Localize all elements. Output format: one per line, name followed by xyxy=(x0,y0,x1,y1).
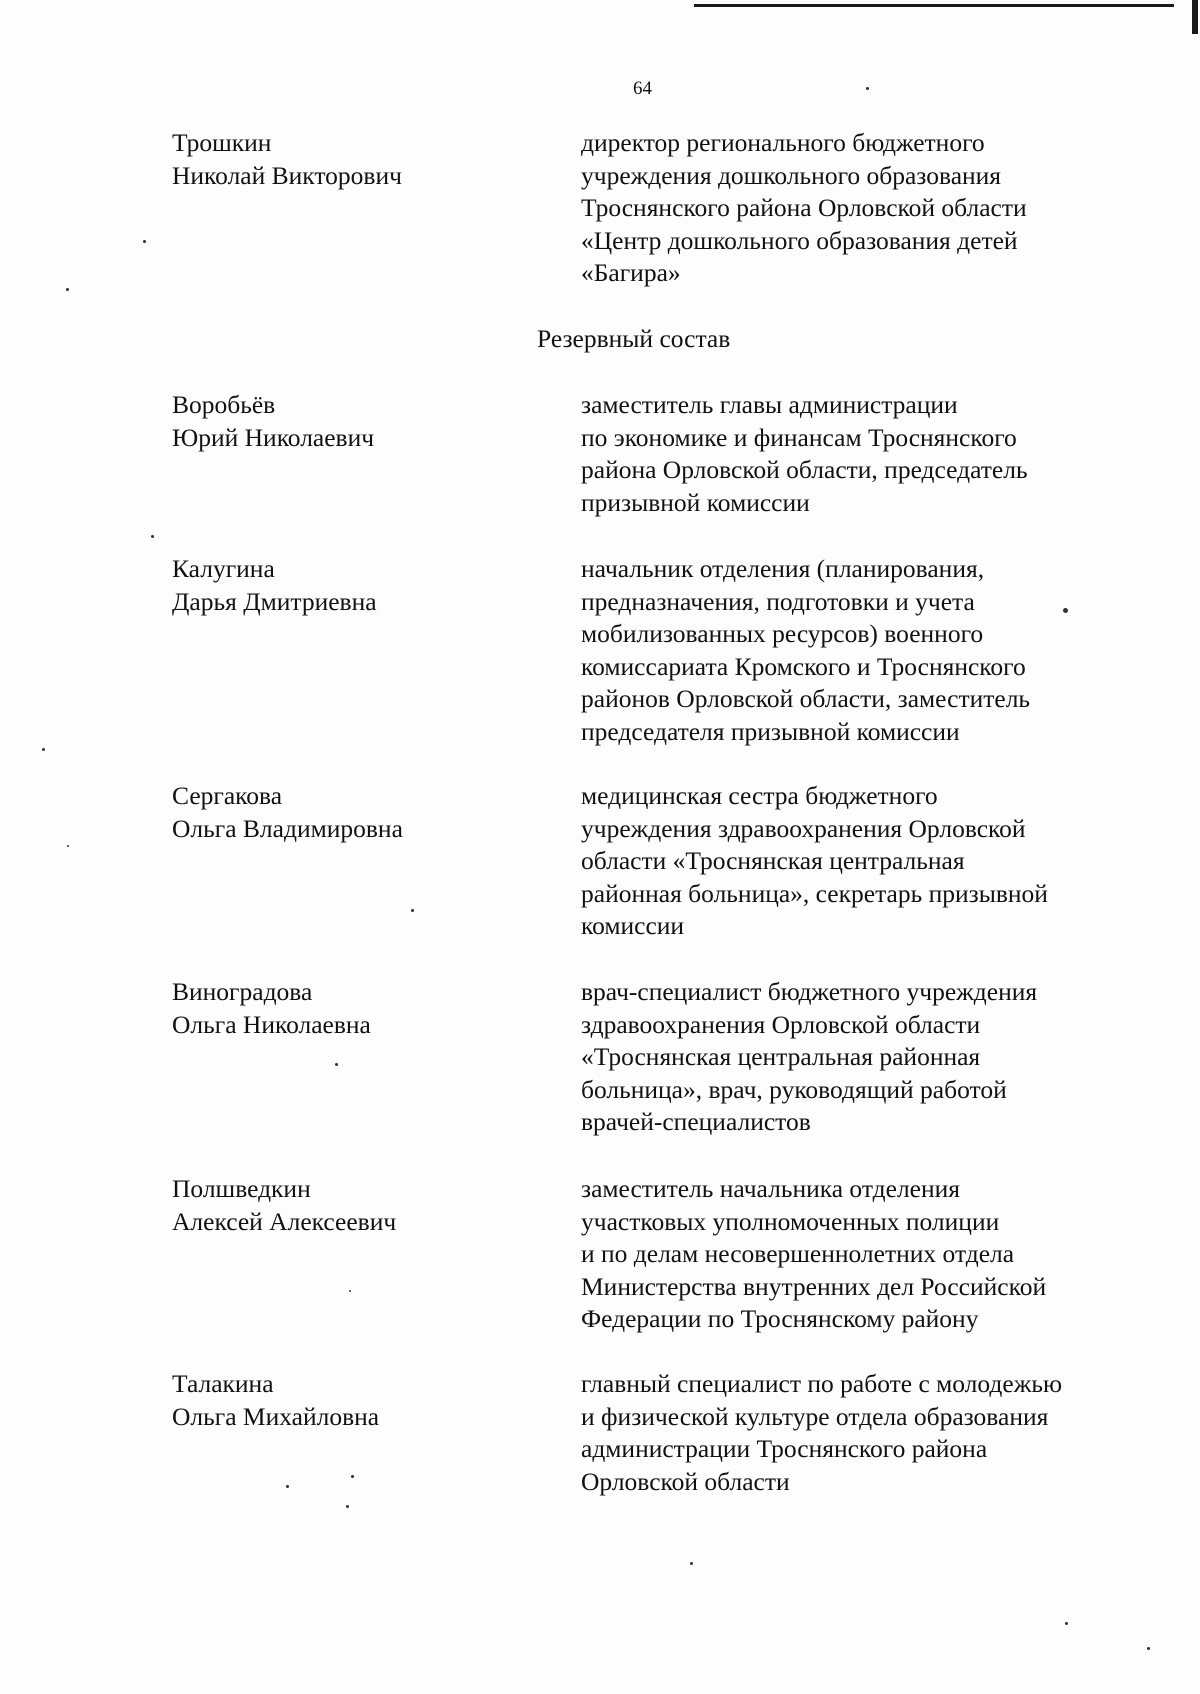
member-position xyxy=(581,1368,1141,1498)
member-name xyxy=(172,976,502,1041)
position-line: «Троснянская центральная районная xyxy=(581,1042,981,1071)
position-line: Орловской области xyxy=(581,1466,790,1496)
scan-speck xyxy=(42,748,45,751)
position-line: комиссариата Кромского и Троснянского xyxy=(581,651,1026,681)
member-position xyxy=(581,553,1141,748)
position-line: района Орловской области, председатель xyxy=(581,455,1028,484)
member-name xyxy=(172,1173,502,1238)
scan-speck xyxy=(346,1505,349,1508)
member-position xyxy=(581,976,1141,1139)
scan-speck xyxy=(1147,1647,1150,1650)
position-line: комиссии xyxy=(581,911,685,940)
position-line: медицинская сестра бюджетного xyxy=(581,781,938,810)
scan-speck xyxy=(67,845,69,847)
member-given-name: Юрий Николаевич xyxy=(172,422,375,452)
position-line: врачей-специалистов xyxy=(581,1107,811,1136)
scan-speck xyxy=(411,909,414,912)
scan-edge-mark xyxy=(1192,0,1198,34)
scan-speck xyxy=(1065,1622,1068,1625)
member-given-name: Ольга Михайловна xyxy=(172,1401,380,1431)
position-line: учреждения здравоохранения Орловской xyxy=(581,813,1026,843)
member-surname: Калугина xyxy=(172,554,275,583)
member-position xyxy=(581,389,1141,519)
position-line: по экономике и финансам Троснянского xyxy=(581,422,1017,452)
position-line: и физической культуре отдела образования xyxy=(581,1401,1049,1431)
position-line: мобилизованных ресурсов) военного xyxy=(581,619,984,648)
page-number: 64 xyxy=(633,78,652,99)
member-given-name: Дарья Дмитриевна xyxy=(172,586,377,616)
position-line: заместитель начальника отделения xyxy=(581,1174,961,1203)
scan-speck xyxy=(151,535,154,538)
scan-speck xyxy=(351,1475,354,1478)
scan-speck xyxy=(690,1562,693,1565)
position-line: Министерства внутренних дел Российской xyxy=(581,1271,1047,1301)
position-line: заместитель главы администрации xyxy=(581,390,958,419)
scan-speck xyxy=(349,1290,351,1292)
position-line: главный специалист по работе с молодежью xyxy=(581,1369,1063,1398)
position-line: больница», врач, руководящий работой xyxy=(581,1074,1007,1104)
scan-speck xyxy=(143,240,146,243)
member-surname: Талакина xyxy=(172,1369,274,1398)
scan-speck xyxy=(286,1485,289,1488)
member-surname: Трошкин xyxy=(172,128,272,157)
member-name xyxy=(172,780,502,845)
position-line: участковых уполномоченных полиции xyxy=(581,1206,1000,1236)
position-line: Троснянского района Орловской области xyxy=(581,193,1027,222)
member-given-name: Ольга Владимировна xyxy=(172,813,403,843)
member-surname: Виноградова xyxy=(172,977,313,1006)
position-line: «Багира» xyxy=(581,258,681,287)
member-name xyxy=(172,389,502,454)
member-given-name: Алексей Алексеевич xyxy=(172,1206,397,1236)
position-line: директор регионального бюджетного xyxy=(581,128,985,157)
position-line: предназначения, подготовки и учета xyxy=(581,586,975,616)
position-line: районов Орловской области, заместитель xyxy=(581,684,1031,713)
member-surname: Воробьёв xyxy=(172,390,276,419)
member-position xyxy=(581,1173,1141,1336)
position-line: призывной комиссии xyxy=(581,487,810,517)
position-line: области «Троснянская центральная xyxy=(581,846,965,875)
position-line: председателя призывной комиссии xyxy=(581,716,960,746)
position-line: и по делам несовершеннолетних отдела xyxy=(581,1239,1015,1268)
position-line: учреждения дошкольного образования xyxy=(581,160,1002,190)
member-position xyxy=(581,127,1141,290)
member-name xyxy=(172,1368,502,1433)
top-border-line xyxy=(694,4,1174,7)
scan-speck xyxy=(866,87,869,90)
member-name xyxy=(172,553,502,618)
member-surname: Сергакова xyxy=(172,781,283,810)
member-given-name: Николай Викторович xyxy=(172,160,402,190)
scan-speck xyxy=(335,1063,338,1066)
scan-speck xyxy=(1063,608,1068,613)
position-line: здравоохранения Орловской области xyxy=(581,1009,981,1039)
member-position xyxy=(581,780,1141,943)
position-line: начальник отделения (планирования, xyxy=(581,554,985,583)
member-name xyxy=(172,127,502,192)
position-line: районная больница», секретарь призывной xyxy=(581,878,1048,908)
position-line: администрации Троснянского района xyxy=(581,1434,988,1463)
position-line: врач-специалист бюджетного учреждения xyxy=(581,977,1038,1006)
section-heading: Резервный состав xyxy=(537,324,731,353)
position-line: «Центр дошкольного образования детей xyxy=(581,225,1018,255)
position-line: Федерации по Троснянскому району xyxy=(581,1304,979,1333)
member-given-name: Ольга Николаевна xyxy=(172,1009,371,1039)
scan-speck xyxy=(66,288,69,291)
member-surname: Полшведкин xyxy=(172,1174,311,1203)
